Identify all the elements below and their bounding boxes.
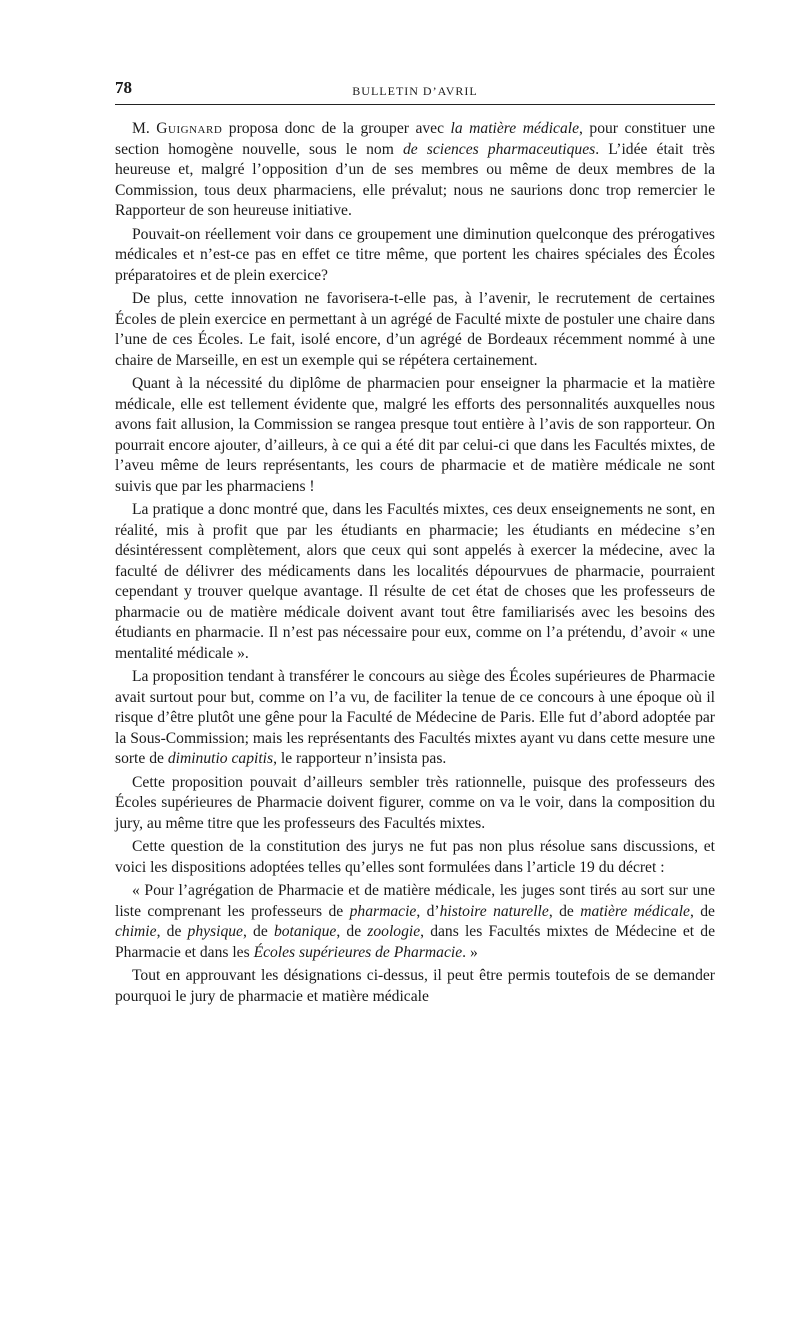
paragraph: [115, 225, 715, 287]
text-segment: La proposition tendant à transférer le concours au siège des Écoles supérieures de Pharmacie avait surtout pour but, comme on l’a vu, de faciliter la tenue de ce concours à une époque où il risque d’être plutôt une gêne pour la Faculté de Médecine de Paris. Elle fut d’abord adoptée par la Sous-Commission; mais les représentants des Facultés mixtes ayant vu dans cette mesure une sorte de: [115, 668, 715, 767]
paragraph: [115, 966, 715, 1007]
paragraph: [115, 500, 715, 664]
text-segment: , d’: [416, 902, 440, 920]
text-segment: Pouvait-on réellement voir dans ce groupement une diminution quelconque des prérogatives médicales et n’est-ce pas en effet ce titre même, que portent les chaires spéciales des Écoles préparatoires et de plein exercice?: [115, 225, 715, 284]
paragraph: [115, 289, 715, 371]
italic-text: zoologie: [367, 923, 421, 940]
paragraph: [115, 119, 715, 222]
text-segment: , de: [156, 923, 188, 940]
paragraph: [115, 667, 715, 770]
italic-text: physique: [187, 923, 243, 940]
text-segment: De plus, cette innovation ne favorisera-t-elle pas, à l’avenir, le recrutement de certaines Écoles de plein exercice en permettant à un agrégé de Faculté mixte de postuler une chaire dans l’une de ces Écoles. Le fait, isolé encore, d’un agrégé de Bordeaux récemment nommé à une chaire de Marseille, en est un exemple qui se répétera certainement.: [115, 290, 715, 369]
author-name: Guignard: [156, 120, 223, 137]
italic-text: botanique: [273, 923, 337, 940]
text-segment: Cette question de la constitution des jurys ne fut pas non plus résolue sans discussions, et voici les dispositions adoptées telles qu’elles sont formulées dans l’article 19 du décret :: [115, 838, 715, 876]
text-segment: , le rapporteur n’insista pas.: [273, 750, 447, 767]
italic-text: matière médicale: [580, 902, 690, 920]
text-segment: , pour constituer une section homogène nouvelle, sous le nom: [115, 120, 716, 158]
text-segment: . L’idée était très heureuse et, malgré l’opposition d’un de ses membres ou même de deux membres de la Commission, tous deux pharmaciens, elle prévalut; nous ne saurions donc trop remercier le Rapporteur de son heureuse initiative.: [115, 140, 715, 219]
text-segment: proposa donc de la grouper avec: [222, 120, 451, 137]
text-segment: , de: [242, 923, 274, 940]
paragraph: [115, 881, 715, 963]
text-segment: , de: [548, 902, 581, 920]
text-segment: M.: [132, 120, 157, 137]
italic-text: la matière médicale: [450, 120, 579, 137]
italic-text: diminutio capitis: [167, 750, 274, 767]
text-segment: Tout en approuvant les désignations ci-dessus, il peut être permis toutefois de se demander pourquoi le jury de pharmacie et matière médicale: [115, 967, 715, 1005]
italic-text: Écoles supérieures de Pharmacie: [253, 943, 463, 961]
paragraph: [115, 374, 715, 497]
italic-text: pharmacie: [349, 902, 417, 920]
paragraph: [115, 773, 715, 835]
page-number: 78: [115, 78, 132, 97]
page-header: [115, 74, 715, 105]
text-segment: Quant à la nécessité du diplôme de pharmacien pour enseigner la pharmacie et la matière médicale, elle est tellement évidente que, malgré les efforts des personnalités auxquelles nous avons fait allusion, la Commission se rangea presque tout entière à l’avis de son rapporteur. On pourrait encore ajouter, d’ailleurs, à ce qui a été dit par celui-ci que dans les Facultés mixtes, de l’aveu même de leurs représentants, les cours de pharmacie et de matière médicale ne sont suivis que par les pharmaciens !: [115, 375, 715, 495]
body-text: [115, 119, 715, 1007]
text-segment: . »: [462, 943, 478, 961]
text-segment: Cette proposition pouvait d’ailleurs sembler très rationnelle, puisque des professeurs des Écoles supérieures de Pharmacie doivent figurer, comme on va le voir, dans la composition du jury, au même titre que les professeurs des Facultés mixtes.: [115, 773, 715, 832]
text-segment: La pratique a donc montré que, dans les Facultés mixtes, ces deux enseignements ne sont, en réalité, mis à profit que par les étudiants en pharmacie; les étudiants en médecine s’en désintéressent complètement, alors que ceux qui sont appelés à exercer la médecine, avec la faculté de délivrer des médicaments dans les localités dépourvues de pharmacie, pourraient cependant y trouver quelque avantage. Il résulte de cet état de choses que les professeurs de pharmacie ou de matière médicale doivent avant tout être familiarisés avec les besoins des étudiants en pharmacie. Il n’est pas nécessaire pour eux, comme on l’a prétendu, d’avoir « une mentalité médicale ».: [115, 501, 715, 662]
text-segment: , de: [336, 923, 368, 940]
running-title: BULLETIN D’AVRIL: [352, 84, 478, 98]
paragraph: [115, 837, 715, 878]
page: [115, 74, 715, 1007]
italic-text: histoire naturelle: [439, 902, 549, 920]
italic-text: chimie: [115, 923, 157, 940]
text-segment: , de: [689, 902, 715, 920]
italic-text: de sciences pharmaceutiques: [402, 140, 596, 158]
text-segment: , dans les Facultés mixtes de Médecine et de Pharmacie et dans les: [115, 923, 716, 961]
text-segment: « Pour l’agrégation de Pharmacie et de matière médicale, les juges sont tirés au sort sur une liste comprenant les professeurs de: [115, 882, 715, 920]
